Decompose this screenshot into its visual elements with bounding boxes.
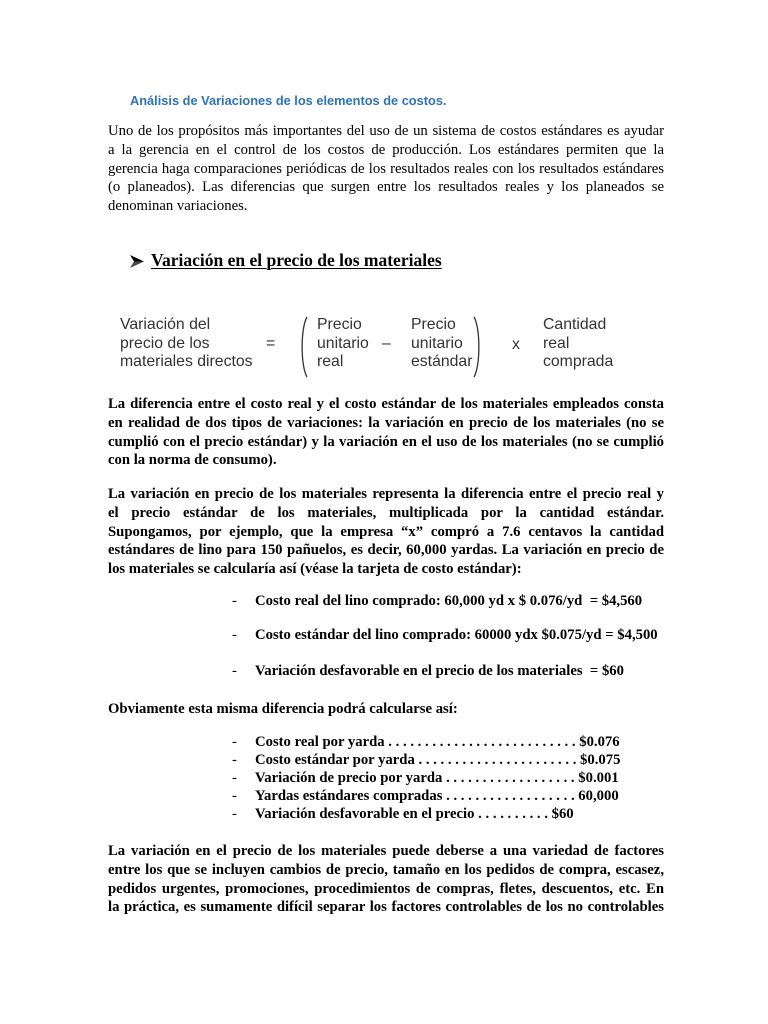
item-label: Costo real por yarda: [255, 734, 385, 750]
paragraph-line: los materiales se calcularía así (véase la tarjeta de costo estándar):: [108, 561, 522, 577]
formula-standard-unit-price: [411, 316, 472, 372]
list-dash: -: [232, 593, 237, 609]
section-heading: Análisis de Variaciones de los elementos de costos.: [130, 93, 447, 108]
formula-term: materiales directos: [120, 353, 253, 370]
formula-term: Precio: [317, 316, 362, 333]
dot-leader: . . . . . . . . . . . . . . . . . . . . . . . . . .: [388, 734, 576, 750]
item-value: $0.076: [579, 734, 620, 750]
dot-leader: . . . . . . . . . .: [478, 806, 548, 822]
price-variance-formula: [0, 316, 768, 380]
formula-term: real: [317, 353, 344, 370]
paragraph-line: con la norma de consumo).: [108, 452, 277, 469]
list-item: [0, 662, 768, 681]
paragraph-line: La diferencia entre el costo real y el costo estándar de los materiales empleados consta: [108, 396, 664, 412]
paragraph-line: cumplió con el precio estándar) y la variación en el uso de los materiales (no se cumplió: [108, 433, 664, 450]
paragraph-line: Supongamos, por ejemplo, que la empresa “x” compró a 7.6 centavos la cantidad: [108, 523, 664, 540]
dot-leader: . . . . . . . . . . . . . . . . . .: [446, 770, 575, 786]
formula-equals-sign: =: [266, 334, 276, 352]
arrow-bullet-icon: [130, 255, 144, 268]
alternative-calculation-intro: [108, 700, 664, 719]
variance-types-paragraph: [108, 395, 664, 470]
item-label: Variación desfavorable en el precio: [255, 806, 475, 822]
list-item-text: [255, 805, 574, 824]
formula-term: unitario: [317, 334, 369, 352]
item-label: Variación de precio por yarda: [255, 770, 443, 786]
paragraph-line: Uno de los propósitos más importantes del uso de un sistema de costos estándares es ayudar: [108, 123, 664, 139]
list-dash: -: [232, 770, 237, 786]
formula-left-side: [120, 316, 253, 372]
list-dash: -: [232, 627, 237, 643]
formula-term: Precio: [411, 316, 456, 333]
paragraph-line: la práctica, es sumamente difícil separar los factores controlables de los no controlables: [108, 899, 664, 916]
paragraph-line: en realidad de dos tipos de variaciones: la variación en precio de los materiales (no se: [108, 414, 664, 431]
right-parenthesis-icon: [473, 316, 483, 378]
list-item-text: [255, 787, 619, 806]
formula-term: Variación del: [120, 316, 211, 333]
intro-paragraph: [108, 122, 664, 216]
paragraph-line: entre los que se incluyen cambios de precio, tamaño en los pedidos de compra, escasez,: [108, 861, 664, 878]
list-item-text: Costo real del lino comprado: 60,000 yd x $ 0.076/yd = $4,560: [255, 593, 643, 609]
list-dash: -: [232, 734, 237, 750]
list-item-text: Costo estándar del lino comprado: 60000 ydx $0.075/yd = $4,500: [255, 627, 658, 643]
list-item: [0, 805, 768, 824]
list-item: [0, 769, 768, 788]
paragraph-line: el precio estándar de los materiales, multiplicada por la cantidad estándar.: [108, 504, 664, 521]
list-item-text: [255, 751, 620, 770]
paragraph-line: gerencia haga comparaciones periódicas de los resultados reales con los resultados estándares: [108, 160, 664, 177]
item-label: Costo estándar por yarda: [255, 752, 415, 768]
item-value: 60,000: [578, 788, 619, 804]
item-value: $0.075: [580, 752, 621, 768]
paragraph-line: (o planeados). Las diferencias que surgen entre los resultados reales y los planeados se: [108, 179, 664, 196]
list-dash: -: [232, 806, 237, 822]
list-item-text: Variación desfavorable en el precio de los materiales = $60: [255, 663, 624, 679]
paragraph-line: pedidos urgentes, promociones, procedimientos de compras, fletes, descuentos, etc. En: [108, 880, 664, 897]
list-item-text: [255, 733, 620, 752]
paragraph-line: estándares de lino para 150 pañuelos, es decir, 60,000 yardas. La variación en precio de: [108, 542, 664, 559]
formula-minus-sign: –: [382, 334, 391, 352]
item-value: $0.001: [578, 770, 619, 786]
dot-leader: . . . . . . . . . . . . . . . . . .: [446, 788, 575, 804]
list-item: [0, 733, 768, 752]
list-item: [0, 787, 768, 806]
list-dash: -: [232, 663, 237, 679]
paragraph-line: Obviamente esta misma diferencia podrá calcularse así:: [108, 701, 458, 717]
formula-term: real: [543, 334, 570, 352]
list-item: [0, 626, 768, 645]
list-item-text: [255, 769, 619, 788]
list-dash: -: [232, 788, 237, 804]
price-variance-paragraph: [108, 485, 664, 579]
paragraph-line: La variación en precio de los materiales representa la diferencia entre el precio real y: [108, 486, 664, 502]
variance-factors-paragraph: [108, 842, 664, 917]
formula-times-sign: x: [512, 335, 520, 353]
formula-term: comprada: [543, 353, 614, 370]
list-item: [0, 592, 768, 611]
item-value: $60: [551, 806, 574, 822]
formula-term: unitario: [411, 334, 463, 352]
list-dash: -: [232, 752, 237, 768]
left-parenthesis-icon: [298, 316, 308, 378]
formula-term: estándar: [411, 353, 473, 370]
paragraph-line: a la gerencia en el control de los costos de producción. Los estándares permiten que la: [108, 141, 664, 158]
list-item: [0, 751, 768, 770]
formula-term: Cantidad: [543, 316, 607, 333]
dot-leader: . . . . . . . . . . . . . . . . . . . . . .: [418, 752, 577, 768]
paragraph-line: denominan variaciones.: [108, 198, 248, 214]
formula-actual-unit-price: [317, 316, 369, 372]
formula-term: precio de los: [120, 334, 210, 352]
subsection-title: Variación en el precio de los materiales: [151, 250, 442, 270]
paragraph-line: La variación en el precio de los materiales puede deberse a una variedad de factores: [108, 843, 664, 859]
item-label: Yardas estándares compradas: [255, 788, 443, 804]
formula-quantity: [543, 316, 613, 372]
